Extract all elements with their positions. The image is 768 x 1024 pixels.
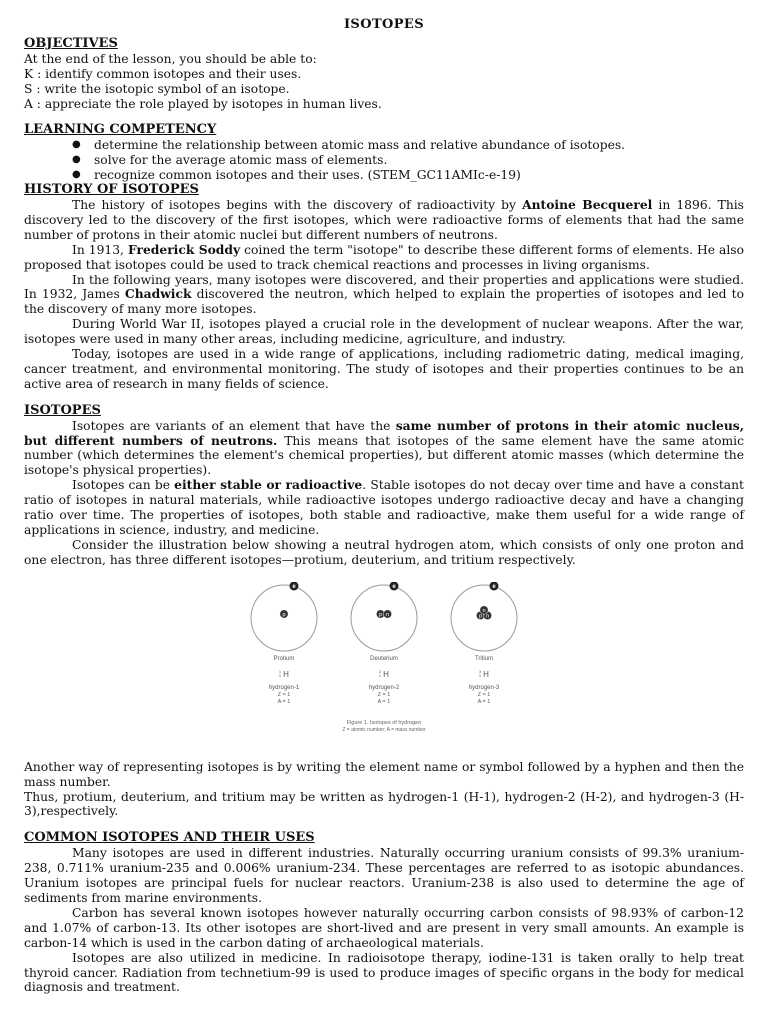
- isotopes-paragraph: [24, 478, 744, 538]
- isotope-label: hydrogen-3: [468, 684, 500, 691]
- history-paragraph: [24, 198, 744, 243]
- mass-number: 2: [378, 668, 382, 674]
- atomic-number: 1: [278, 672, 282, 678]
- electron-label: e: [292, 583, 296, 590]
- isotopes-section: [24, 404, 744, 568]
- bold-name: Frederick Soddy: [127, 241, 241, 257]
- text-run: in 1896. This discovery led to the discovery of the first isotopes, which were radioactive forms of elements that had the same number of protons in their atomic nuclei but different numbers of neutrons.: [24, 197, 744, 242]
- a-value: A = 1: [477, 698, 491, 705]
- isotope-name: Tritium: [474, 655, 494, 662]
- proton-label: p: [378, 611, 383, 618]
- element-symbol: H: [483, 669, 489, 679]
- history-paragraph: [24, 243, 744, 273]
- objective-item: K : identify common isotopes and their uses.: [24, 66, 302, 81]
- text-run: This means that isotopes of the same element have the same atomic number (which determines the element's chemical properties), but different atomic masses (which determine the isotope's physical properties).: [24, 433, 744, 478]
- proton-label: p: [282, 611, 286, 618]
- representation-paragraph: Another way of representing isotopes is by writing the element name or symbol followed by a hyphen and then the mass number.: [24, 759, 744, 789]
- objective-item: A : appreciate the role played by isotopes in human lives.: [24, 96, 382, 111]
- text-run: The history of isotopes begins with the discovery of radioactivity by: [72, 197, 523, 212]
- competency-list: [24, 138, 744, 183]
- atomic-number: 1: [478, 672, 482, 678]
- objectives-section: [24, 37, 744, 112]
- text-run: discovered the neutron, which helped to explain the properties of isotopes and led to the discovery of many more isotopes.: [24, 287, 744, 317]
- element-symbol: H: [283, 669, 289, 679]
- mass-number: 1: [278, 668, 282, 674]
- competency-heading: LEARNING COMPETENCY: [24, 122, 217, 138]
- text-run: Isotopes can be: [72, 478, 175, 493]
- history-paragraph: Today, isotopes are used in a wide range of applications, including radiometric dating, medical imaging, cancer treatment, and environmental monitoring. The study of isotopes and their properties continues to be an active area of research in many fields of science.: [24, 347, 744, 391]
- isotopes-paragraph: [24, 419, 744, 479]
- common-isotopes-paragraph: Isotopes are also utilized in medicine. In radioisotope therapy, iodine-131 is taken orally to help treat thyroid cancer. Radiation from technetium-99 is used to produce images of specific organs in the body for medical diagnosis and treatment.: [24, 950, 744, 995]
- mass-number: 3: [478, 668, 482, 674]
- text-run: Isotopes are variants of an element that have the: [72, 418, 396, 433]
- history-section: [24, 183, 744, 392]
- a-value: A = 1: [377, 698, 391, 705]
- common-isotopes-paragraph: Many isotopes are used in different industries. Naturally occurring uranium consists of 99.3% uranium-238, 0.711% uranium-235 and 0.006% uranium-234. These percentages are referred to as isotopic abundances. Uranium isotopes are principal fuels for nuclear reactors. Uranium-238 is also used to determine the age of sediments from marine environments.: [24, 846, 744, 905]
- neutron-label: n: [482, 607, 486, 614]
- text-run: In the following years, many isotopes were discovered, and their properties and applications were studied. In 1932, James: [24, 272, 744, 302]
- proton-label: p: [478, 613, 483, 620]
- common-isotopes-section: [24, 831, 744, 995]
- figure-caption: Figure 1. Isotopes of hydrogen: [346, 719, 422, 726]
- hydrogen-isotopes-figure: [24, 582, 744, 742]
- z-value: Z = 1: [277, 691, 291, 698]
- bold-phrase: same number of protons in their atomic nucleus, but different numbers of neutrons.: [24, 417, 744, 448]
- competency-item: ● solve for the average atomic mass of elements.: [72, 153, 744, 168]
- atomic-number: 1: [378, 672, 382, 678]
- neutron-label: n: [485, 613, 490, 620]
- competency-section: [24, 123, 744, 183]
- orbit-circle: [351, 585, 417, 651]
- figure-caption-legend: Z = atomic number; A = mass number: [342, 726, 426, 733]
- representation-paragraph: Thus, protium, deuterium, and tritium may be written as hydrogen-1 (H-1), hydrogen-2 (H-2), and hydrogen-3 (H-3),respectively.: [24, 789, 744, 819]
- a-value: A = 1: [277, 698, 291, 705]
- history-heading: HISTORY OF ISOTOPES: [24, 182, 199, 198]
- isotope-label: hydrogen-2: [368, 684, 400, 691]
- text-run: In 1913,: [72, 242, 128, 257]
- objective-item: S : write the isotopic symbol of an isotope.: [24, 81, 290, 96]
- isotope-name: Deuterium: [370, 655, 398, 662]
- isotopes-diagram: [239, 582, 529, 742]
- isotope-label: hydrogen-1: [268, 684, 300, 691]
- isotopes-paragraph: Consider the illustration below showing a neutral hydrogen atom, which consists of only one proton and one electron, has three different isotopes—protium, deuterium, and tritium respectively.: [24, 537, 744, 567]
- electron-label: e: [392, 583, 396, 590]
- history-paragraph: [24, 273, 744, 318]
- common-isotopes-heading: COMMON ISOTOPES AND THEIR USES: [24, 830, 315, 846]
- z-value: Z = 1: [477, 691, 491, 698]
- bold-name: Chadwick: [124, 286, 192, 302]
- neutron-label: n: [385, 611, 390, 618]
- bold-name: Antoine Becquerel: [522, 196, 653, 212]
- document-page: [24, 0, 744, 995]
- objectives-intro: At the end of the lesson, you should be able to:: [24, 51, 317, 66]
- competency-item: ● recognize common isotopes and their uses. (STEM_GC11AMIc-e-19): [72, 168, 744, 183]
- representation-section: [24, 760, 744, 820]
- isotope-name: Protium: [273, 655, 295, 662]
- competency-item: ● determine the relationship between atomic mass and relative abundance of isotopes.: [72, 138, 744, 153]
- element-symbol: H: [383, 669, 389, 679]
- page-title: ISOTOPES: [343, 17, 425, 32]
- text-run: coined the term "isotope" to describe these different forms of elements. He also proposed that isotopes could be used to track chemical reactions and processes in living organisms.: [24, 242, 744, 272]
- z-value: Z = 1: [377, 691, 391, 698]
- common-isotopes-paragraph: Carbon has several known isotopes however naturally occurring carbon consists of 98.93% of carbon-12 and 1.07% of carbon-13. Its other isotopes are short-lived and are present in very small amounts. An example is carbon-14 which is used in the carbon dating of archaeological materials.: [24, 905, 744, 950]
- text-run: . Stable isotopes do not decay over time and have a constant ratio of isotopes in natural materials, while radioactive isotopes undergo radioactive decay and have a changing ratio over time. The properties of isotopes, both stable and radioactive, make them useful for a wide range of applications in science, industry, and medicine.: [24, 478, 744, 537]
- electron-label: e: [492, 583, 496, 590]
- isotopes-heading: ISOTOPES: [24, 402, 101, 418]
- history-paragraph: During World War II, isotopes played a crucial role in the development of nuclear weapons. After the war, isotopes were used in many other areas, including medicine, agriculture, and industry.: [24, 317, 744, 347]
- bold-phrase: either stable or radioactive: [174, 477, 363, 493]
- objectives-heading: OBJECTIVES: [24, 35, 118, 51]
